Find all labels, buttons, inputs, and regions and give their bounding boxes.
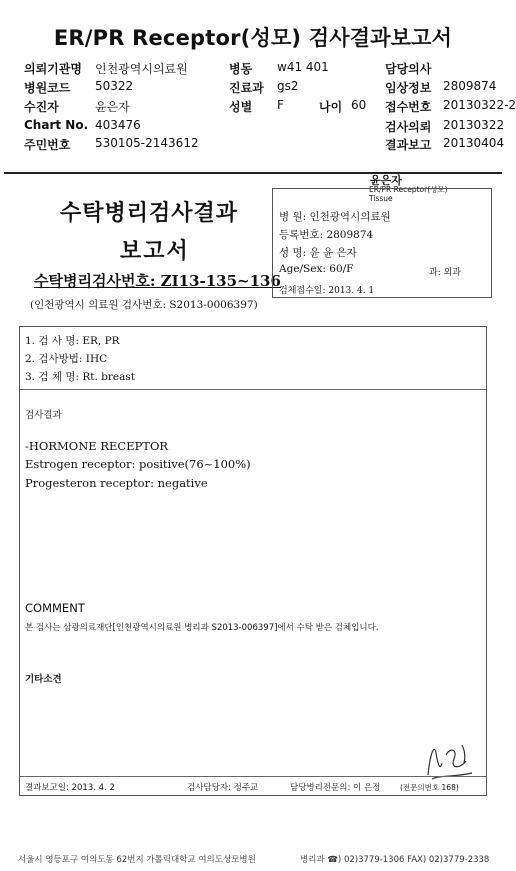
exam-box — [19, 326, 487, 796]
specialist-license: (전문의번호 168) — [400, 783, 459, 792]
label-hospital-code: 병원코드 — [24, 81, 71, 95]
result-label: 검사결과 — [25, 410, 62, 421]
label-report-date: 결과보고 — [385, 138, 432, 152]
exam-method: 2. 검사방법: IHC — [25, 353, 108, 365]
value-clinical-info: 2809874 — [443, 79, 497, 93]
label-department: 진료과 — [229, 81, 264, 95]
lab-technician: 검사담당자: 정주교 — [187, 783, 259, 793]
label-referring-institution: 의뢰기관명 — [24, 62, 82, 76]
info-name: 성 명: 윤 윤 은자 — [279, 247, 357, 259]
scanned-report — [4, 172, 502, 854]
value-age: 60 — [351, 98, 367, 112]
exam-divider — [20, 389, 486, 390]
accession-number: 수탁병리검사번호: ZI13-135~136 — [34, 272, 281, 290]
label-ward: 병동 — [229, 62, 253, 76]
label-doctor: 담당의사 — [385, 62, 432, 76]
comment-label: COMMENT — [25, 601, 85, 615]
label-sex: 성별 — [229, 100, 253, 114]
value-report-date: 20130404 — [443, 136, 505, 150]
label-patient: 수진자 — [24, 100, 59, 114]
label-age: 나이 — [319, 100, 343, 114]
result-estrogen: Estrogen receptor: positive(76~100%) — [25, 457, 251, 471]
report-date: 결과보고일: 2013. 4. 2 — [25, 783, 115, 793]
patient-info-box — [272, 188, 492, 298]
exam-name: 1. 검 사 명: ER, PR — [25, 335, 120, 347]
tag-specimen-type: Tissue — [369, 194, 393, 203]
value-department: gs2 — [277, 79, 299, 93]
value-sex: F — [277, 98, 284, 112]
value-hospital-code: 50322 — [95, 79, 134, 93]
label-chart-no: Chart No. — [24, 118, 89, 132]
heading-result: 수탁병리검사결과 — [60, 200, 239, 226]
info-department: 과: 외과 — [429, 268, 461, 278]
value-chart-no: 403476 — [95, 118, 141, 132]
info-age-sex: Age/Sex: 60/F — [279, 263, 354, 275]
info-hospital: 병 원: 인천광역시의료원 — [279, 211, 391, 223]
footer-address: 서울시 영등포구 여의도동 62번지 가톨릭대학교 여의도성모병원 — [18, 855, 256, 865]
origin-accession: (인천광역시 의료원 검사번호: S2013-0006397) — [30, 299, 258, 311]
value-request-date: 20130322 — [443, 118, 505, 132]
heading-report: 보고서 — [120, 238, 190, 264]
value-receipt-no: 20130322-2 — [443, 98, 516, 112]
handwritten-name: 윤은자 — [370, 174, 402, 187]
value-resident-no: 530105-2143612 — [95, 136, 199, 150]
other-findings-label: 기타소견 — [25, 674, 62, 685]
result-hormone-receptor: -HORMONE RECEPTOR — [25, 439, 169, 453]
label-receipt-no: 접수번호 — [385, 100, 432, 114]
result-progesterone: Progesteron receptor: negative — [25, 476, 208, 490]
value-referring-institution: 인천광역시의료원 — [95, 62, 188, 76]
label-resident-no: 주민번호 — [24, 138, 71, 152]
tag-test-name: ER/PR Receptor(성모) — [369, 185, 448, 194]
report-title: ER/PR Receptor(성모) 검사결과보고서 — [53, 26, 453, 50]
label-request-date: 검사의뢰 — [385, 120, 432, 134]
info-received-date: 검체접수일: 2013. 4. 1 — [279, 286, 375, 296]
comment-text: 본 검사는 삼광의료재단[인천광역시의료원 병리과 S2013-006397]에서 수탁 받은 검체입니다. — [25, 623, 379, 633]
info-reg-no: 등록번호: 2809874 — [279, 229, 374, 241]
exam-specimen: 3. 검 체 명: Rt. breast — [25, 371, 135, 383]
pathologist: 담당병리전문의: 이 은정 — [290, 783, 381, 793]
label-clinical-info: 임상정보 — [385, 81, 432, 95]
footer-divider — [20, 776, 486, 777]
footer-contact: 병리과 ☎) 02)3779-1306 FAX) 02)3779-2338 — [300, 855, 490, 865]
value-patient: 윤은자 — [95, 100, 130, 114]
value-ward: w41 401 — [277, 60, 329, 74]
